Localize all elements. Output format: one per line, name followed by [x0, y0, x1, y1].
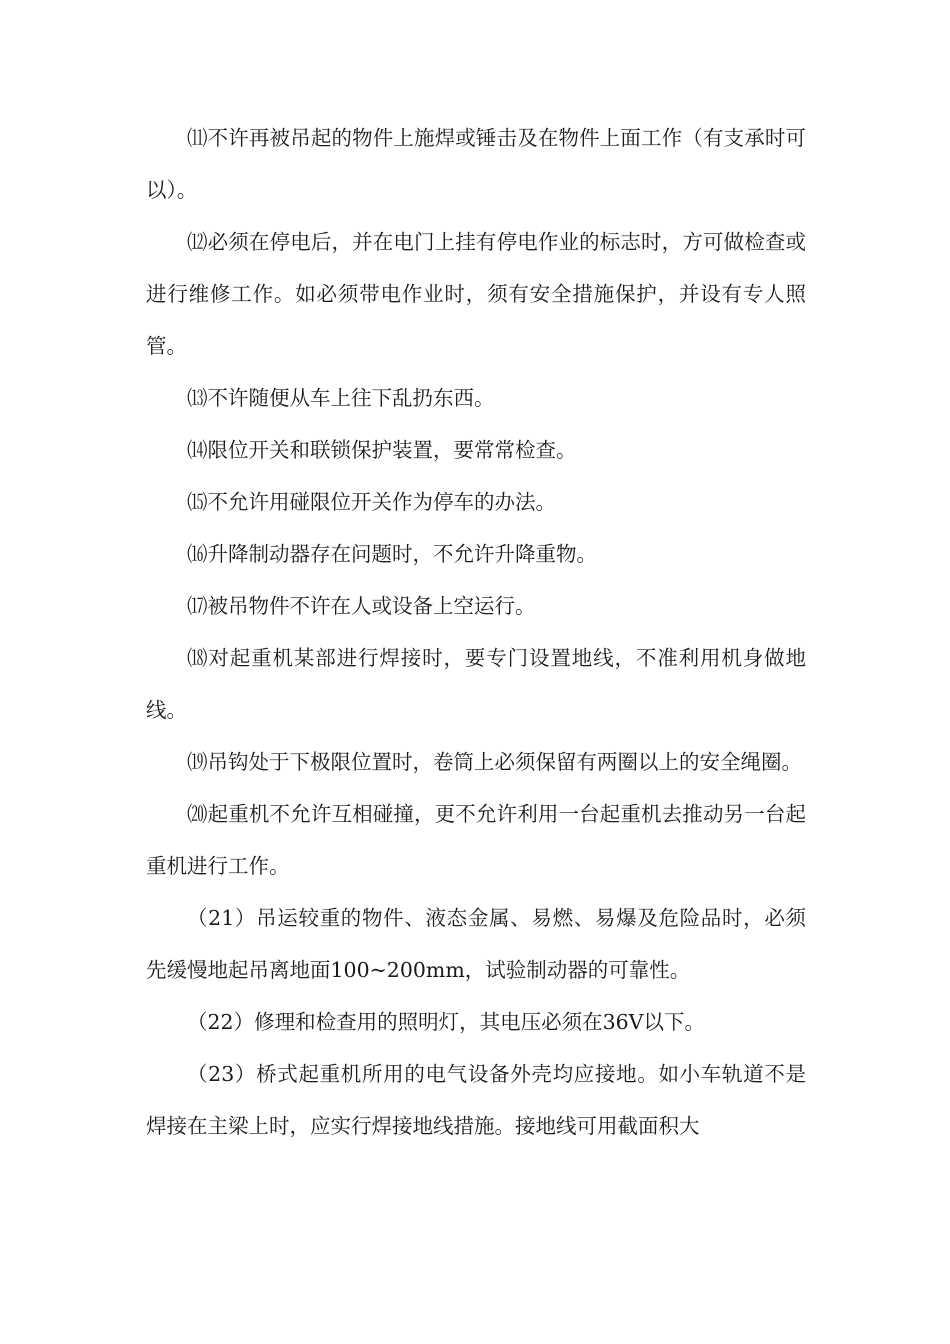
document-body: [146, 112, 806, 1152]
paragraph-13: ⒀不许随便从车上往下乱扔东西。: [187, 386, 495, 410]
paragraph-14: ⒁限位开关和联锁保护装置，要常常检查。: [187, 438, 577, 462]
paragraph-20: ⒇起重机不允许互相碰撞，更不允许利用一台起重机去推动另一台起重机进行工作。: [146, 802, 806, 878]
paragraph-17: ⒄被吊物件不许在人或设备上空运行。: [187, 594, 536, 618]
paragraph-12: ⑿必须在停电后，并在电门上挂有停电作业的标志时，方可做检查或进行维修工作。如必须带电作业时，须有安全措施保护，并设有专人照管。: [146, 230, 806, 358]
paragraph-19: ⒆吊钩处于下极限位置时，卷筒上必须保留有两圈以上的安全绳圈。: [187, 750, 802, 774]
paragraph-21: （21）吊运较重的物件、液态金属、易燃、易爆及危险品时，必须先缓慢地起吊离地面100~200mm，试验制动器的可靠性。: [146, 906, 806, 982]
paragraph-23: （23）桥式起重机所用的电气设备外壳均应接地。如小车轨道不是焊接在主梁上时，应实行焊接地线措施。接地线可用截面积大: [146, 1062, 806, 1138]
paragraph-11: ⑾不许再被吊起的物件上施焊或锤击及在物件上面工作（有支承时可以）。: [146, 126, 806, 202]
paragraph-22: （22）修理和检查用的照明灯，其电压必须在36V以下。: [187, 1010, 705, 1034]
paragraph-16: ⒃升降制动器存在问题时，不允许升降重物。: [187, 542, 597, 566]
paragraph-15: ⒂不允许用碰限位开关作为停车的办法。: [187, 490, 556, 514]
paragraph-18: ⒅对起重机某部进行焊接时，要专门设置地线，不准利用机身做地线。: [146, 646, 806, 722]
